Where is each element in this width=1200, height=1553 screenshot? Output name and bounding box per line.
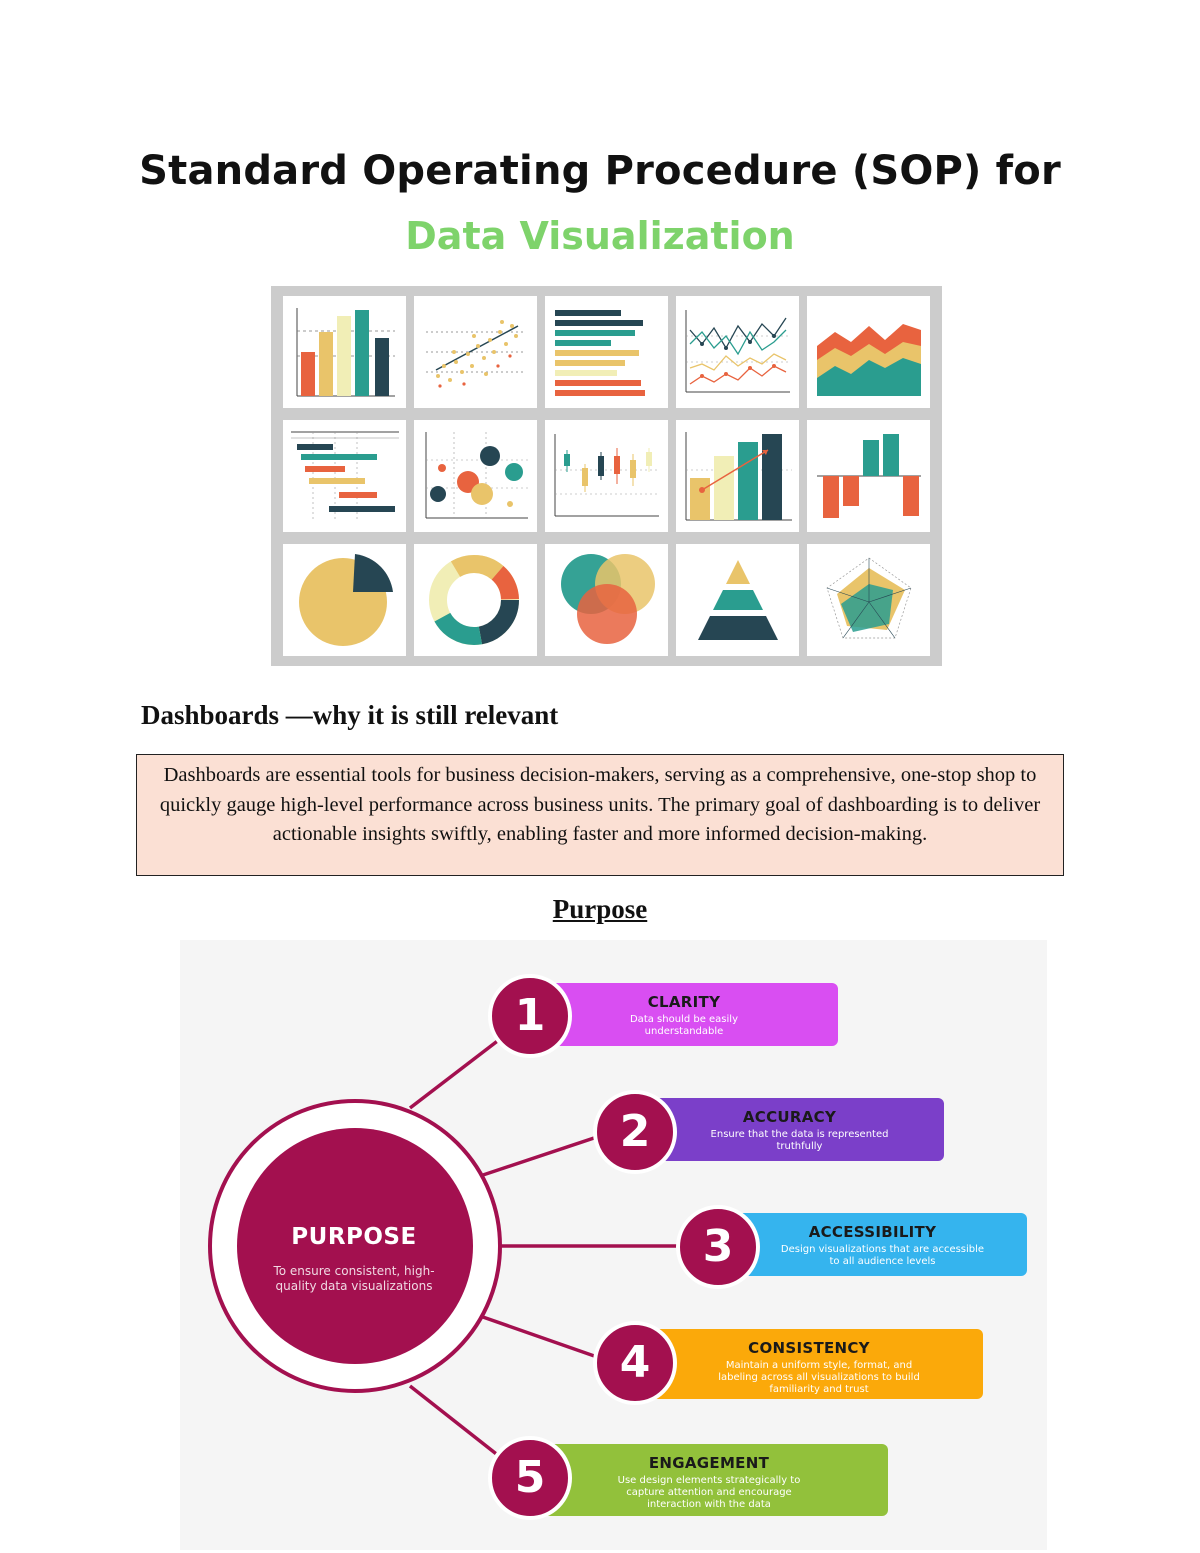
chart-gallery bbox=[271, 286, 942, 666]
item-title: ACCURACY bbox=[742, 1108, 837, 1126]
dashboards-heading: Dashboards —why it is still relevant bbox=[141, 700, 559, 730]
page-subtitle: Data Visualization bbox=[405, 214, 795, 258]
number-badge-3: 3 bbox=[676, 1205, 760, 1289]
radar-chart-icon bbox=[807, 544, 930, 656]
venn-diagram-icon bbox=[545, 544, 668, 656]
area-chart-icon bbox=[807, 296, 930, 408]
item-text: Use design elements strategically to capture attention and encourage interaction with the data bbox=[617, 1475, 801, 1510]
dashboards-callout: Dashboards are essential tools for business decision-makers, serving as a comprehensive, one-stop shop to quickly gauge high-level performance across business units. The primary goal of dashboarding is to deliver actionable insights swiftly, enabling faster and more informed decision-making. bbox=[136, 754, 1064, 876]
purpose-infographic bbox=[180, 940, 1047, 1550]
pie-chart-icon bbox=[283, 544, 406, 656]
bar-chart-icon bbox=[283, 296, 406, 408]
purpose-item-accuracy bbox=[635, 1098, 944, 1161]
pyramid-chart-icon bbox=[676, 544, 799, 656]
purpose-center-text: To ensure consistent, high-quality data visualizations bbox=[273, 1264, 435, 1293]
horizontal-bar-chart-icon bbox=[545, 296, 668, 408]
number-badge-1: 1 bbox=[488, 974, 572, 1058]
item-text: Design visualizations that are accessible to all audience levels bbox=[780, 1244, 985, 1267]
item-text: Data should be easily understandable bbox=[629, 1014, 738, 1037]
purpose-item-consistency bbox=[635, 1329, 983, 1399]
item-title: ACCESSIBILITY bbox=[808, 1223, 937, 1241]
scatter-plot-icon bbox=[414, 296, 537, 408]
gantt-chart-icon bbox=[283, 420, 406, 532]
number-badge-5: 5 bbox=[488, 1436, 572, 1520]
purpose-item-clarity bbox=[530, 983, 838, 1046]
purpose-item-engagement bbox=[530, 1444, 888, 1516]
item-text: Maintain a uniform style, format, and labeling across all visualizations to build familiarity and trust bbox=[718, 1360, 920, 1395]
donut-chart-icon bbox=[414, 544, 537, 656]
candlestick-chart-icon bbox=[545, 420, 668, 532]
purpose-heading: Purpose bbox=[552, 894, 648, 924]
item-title: CLARITY bbox=[647, 993, 721, 1011]
waterfall-chart-icon bbox=[807, 420, 930, 532]
purpose-center-title: PURPOSE bbox=[291, 1224, 417, 1250]
item-title: CONSISTENCY bbox=[748, 1339, 870, 1357]
number-badge-4: 4 bbox=[593, 1321, 677, 1405]
item-title: ENGAGEMENT bbox=[648, 1454, 770, 1472]
purpose-item-accessibility bbox=[718, 1213, 1027, 1276]
number-badge-2: 2 bbox=[593, 1090, 677, 1174]
item-text: Ensure that the data is represented truthfully bbox=[710, 1129, 889, 1152]
bubble-chart-icon bbox=[414, 420, 537, 532]
page-title: Standard Operating Procedure (SOP) for bbox=[139, 148, 1061, 194]
bar-trend-chart-icon bbox=[676, 420, 799, 532]
line-chart-icon bbox=[676, 296, 799, 408]
